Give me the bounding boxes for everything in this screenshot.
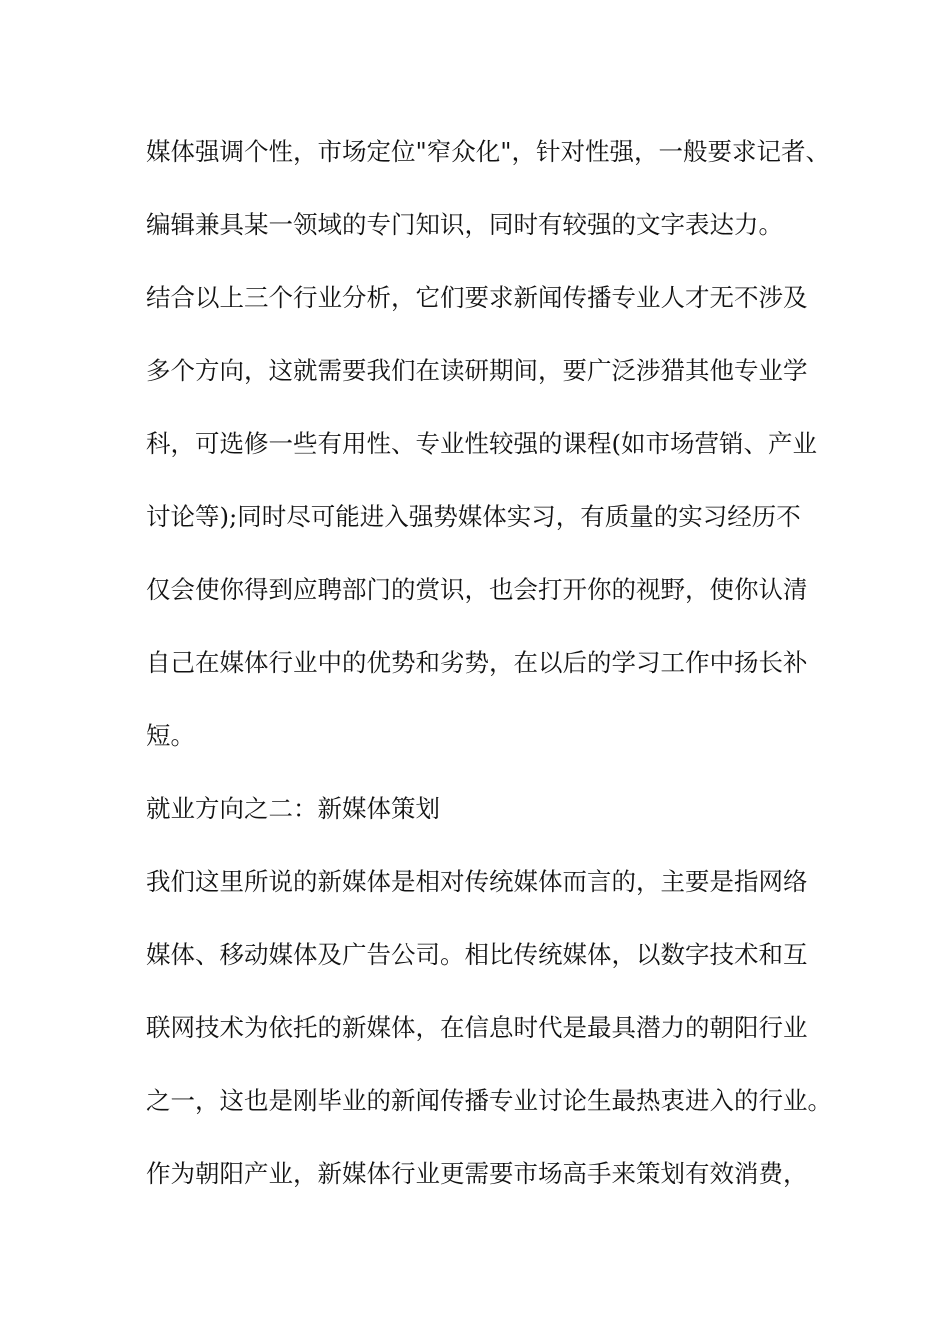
text-line: 仅会使你得到应聘部门的赏识，也会打开你的视野，使你认清 xyxy=(146,575,808,604)
body-text xyxy=(146,127,846,1222)
text-line: 之一，这也是刚毕业的新闻传播专业讨论生最热衷进入的行业。 xyxy=(146,1086,832,1115)
text-line: 媒体强调个性，市场定位"窄众化"，针对性强，一般要求记者、 xyxy=(146,137,831,166)
text-line: 讨论等);同时尽可能进入强势媒体实习，有质量的实习经历不 xyxy=(146,502,801,531)
text-line: 作为朝阳产业，新媒体行业更需要市场高手来策划有效消费， xyxy=(146,1159,808,1188)
text-line: 科，可选修一些有用性、专业性较强的课程(如市场营销、产业 xyxy=(146,429,818,458)
text-line: 短。 xyxy=(146,721,195,750)
text-line: 编辑兼具某一领域的专门知识，同时有较强的文字表达力。 xyxy=(146,210,783,239)
text-line: 媒体、移动媒体及广告公司。相比传统媒体，以数字技术和互 xyxy=(146,940,808,969)
text-line: 我们这里所说的新媒体是相对传统媒体而言的，主要是指网络 xyxy=(146,867,808,896)
text-line: 自己在媒体行业中的优势和劣势，在以后的学习工作中扬长补 xyxy=(146,648,808,677)
section-heading: 就业方向之二：新媒体策划 xyxy=(146,794,440,823)
text-line: 结合以上三个行业分析，它们要求新闻传播专业人才无不涉及 xyxy=(146,283,808,312)
text-line: 多个方向，这就需要我们在读研期间，要广泛涉猎其他专业学 xyxy=(146,356,808,385)
text-line: 联网技术为依托的新媒体，在信息时代是最具潜力的朝阳行业 xyxy=(146,1013,808,1042)
